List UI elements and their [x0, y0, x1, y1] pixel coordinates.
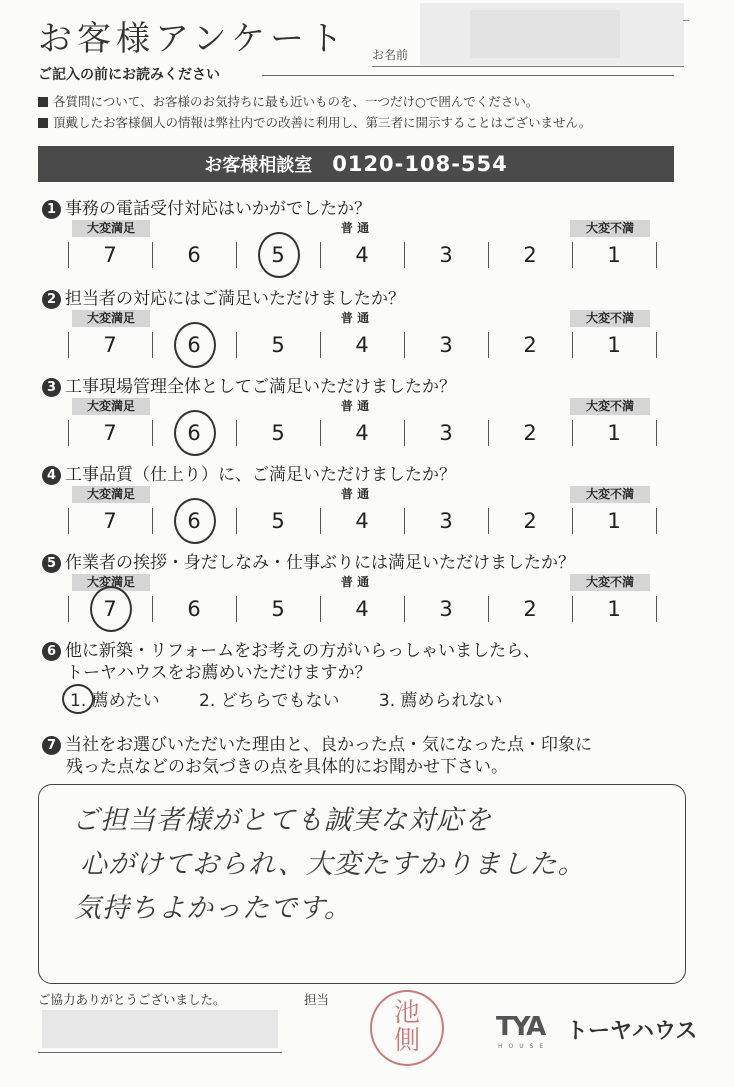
scale-divider	[236, 508, 237, 534]
note-2-text: 頂戴したお客様個人の情報は弊社内での改善に利用し、第三者に開示することはございません。	[53, 115, 592, 130]
name-underline	[372, 66, 684, 67]
scale-divider	[236, 596, 237, 622]
scale-value-5[interactable]: 5	[271, 597, 285, 621]
square-bullet-icon	[38, 118, 48, 128]
scale-value-6[interactable]: 6	[187, 333, 201, 357]
question-1-scale	[68, 240, 658, 270]
staff-seal-stamp	[370, 990, 444, 1066]
scale-label-very-satisfied: 大変満足	[72, 310, 150, 327]
scale-divider	[152, 420, 153, 446]
scale-divider	[320, 420, 321, 446]
scale-label-very-satisfied: 大変満足	[72, 398, 150, 415]
question-3-text: 工事現場管理全体としてご満足いただけましたか？	[65, 377, 456, 397]
scale-value-3[interactable]: 3	[439, 421, 453, 445]
scale-value-6[interactable]: 6	[187, 421, 201, 445]
scale-value-2[interactable]: 2	[523, 509, 537, 533]
q7-line1: 当社をお選びいただいた理由と、良かった点・気になった点・印象に	[65, 735, 592, 755]
scale-divider	[572, 420, 573, 446]
scale-divider	[656, 596, 657, 622]
q6-line2: トーヤハウスをお薦めいただけますか？	[66, 663, 372, 683]
scale-divider	[152, 508, 153, 534]
scale-value-1[interactable]: 1	[607, 243, 621, 267]
scale-label-very-dissatisfied: 大変不満	[570, 220, 650, 237]
question-2-scale	[68, 330, 658, 360]
scale-value-1[interactable]: 1	[607, 421, 621, 445]
scale-divider	[236, 332, 237, 358]
note-1-text: 各質問について、お客様のお気持ちに最も近いものを、一つだけ○で囲んでください。	[53, 94, 539, 109]
scale-divider	[320, 242, 321, 268]
question-5-number-badge: 5	[42, 554, 61, 573]
name-redaction-inner	[470, 10, 620, 58]
q7-line2: 残った点などのお気づきの点を具体的にお聞かせ下さい。	[66, 757, 508, 777]
scale-divider	[152, 596, 153, 622]
question-3-selected-circle	[174, 410, 216, 456]
scale-value-5[interactable]: 5	[271, 333, 285, 357]
scale-divider	[152, 242, 153, 268]
scale-divider	[656, 242, 657, 268]
scale-divider	[320, 596, 321, 622]
scale-divider	[152, 332, 153, 358]
question-3-title	[42, 372, 456, 397]
question-5-text: 作業者の挨拶・身だしなみ・仕事ぶりには満足いただけましたか？	[65, 553, 575, 573]
scale-value-4[interactable]: 4	[355, 243, 369, 267]
scale-divider	[320, 508, 321, 534]
scale-divider	[656, 332, 657, 358]
scale-label-neutral: 普 通	[340, 221, 370, 235]
scale-divider	[404, 420, 405, 446]
q7-number-badge: 7	[42, 736, 61, 755]
name-label: お名前	[372, 48, 409, 62]
scale-divider	[572, 596, 573, 622]
scale-label-neutral: 普 通	[340, 487, 370, 501]
consultation-banner	[38, 146, 674, 182]
scale-divider	[572, 242, 573, 268]
scale-value-6[interactable]: 6	[187, 597, 201, 621]
footer-underline	[38, 1052, 282, 1053]
survey-title: お客様アンケート	[38, 19, 348, 59]
scale-divider	[488, 420, 489, 446]
scale-divider	[404, 242, 405, 268]
scale-value-4[interactable]: 4	[355, 333, 369, 357]
scale-value-1[interactable]: 1	[607, 333, 621, 357]
scale-value-7[interactable]: 7	[103, 243, 117, 267]
customer-redaction	[42, 1010, 278, 1048]
question-5-scale	[68, 594, 658, 624]
staff-label: 担当	[304, 992, 330, 1007]
scale-value-7[interactable]: 7	[103, 597, 117, 621]
scale-divider	[68, 508, 69, 534]
read-first-heading: ご記入の前にお読みください	[38, 67, 220, 83]
question-3-scale	[68, 418, 658, 448]
question-4-number-badge: 4	[42, 466, 61, 485]
question-3-number-badge: 3	[42, 378, 61, 397]
scale-value-3[interactable]: 3	[439, 333, 453, 357]
seal-glyph: 池	[393, 998, 420, 1028]
q6-option-3[interactable]: 3. 薦められない	[378, 691, 503, 711]
scale-value-1[interactable]: 1	[607, 509, 621, 533]
scale-divider	[656, 420, 657, 446]
scale-divider	[68, 242, 69, 268]
question-2-text: 担当者の対応にはご満足いただけましたか？	[65, 289, 405, 309]
question-2-title	[42, 284, 405, 309]
question-4-text: 工事品質（仕上り）に、ご満足いただけましたか？	[65, 465, 456, 485]
q6-option-1[interactable]: 1. 薦めたい	[70, 691, 160, 711]
scale-divider	[404, 332, 405, 358]
square-bullet-icon	[38, 97, 48, 107]
scale-label-very-dissatisfied: 大変不満	[570, 310, 650, 327]
comment-line-3: 気持ちよかったです。	[74, 893, 352, 924]
scale-divider	[236, 420, 237, 446]
scale-value-5[interactable]: 5	[271, 243, 285, 267]
scale-label-neutral: 普 通	[340, 311, 370, 325]
corner-tick	[683, 20, 689, 21]
scale-divider	[488, 332, 489, 358]
q6-option-2[interactable]: 2. どちらでもない	[199, 691, 340, 711]
company-logo-mark: TYA	[496, 1012, 545, 1042]
scale-value-6[interactable]: 6	[187, 509, 201, 533]
scale-value-6[interactable]: 6	[187, 243, 201, 267]
question-1-number-badge: 1	[42, 200, 61, 219]
scale-value-5[interactable]: 5	[271, 509, 285, 533]
company-name: トーヤハウス	[566, 1019, 698, 1044]
scale-value-1[interactable]: 1	[607, 597, 621, 621]
scale-label-very-satisfied: 大変満足	[72, 220, 150, 237]
scale-divider	[656, 508, 657, 534]
comment-line-1: ご担当者様がとても誠実な対応を	[72, 805, 492, 836]
scale-divider	[404, 508, 405, 534]
question-1-text: 事務の電話受付対応はいかがでしたか？	[65, 199, 371, 219]
scale-divider	[488, 508, 489, 534]
scale-label-very-dissatisfied: 大変不満	[570, 398, 650, 415]
scale-label-very-dissatisfied: 大変不満	[570, 574, 650, 591]
scale-value-5[interactable]: 5	[271, 421, 285, 445]
scale-value-2[interactable]: 2	[523, 333, 537, 357]
seal-glyphs	[372, 999, 442, 1055]
scale-value-7[interactable]: 7	[103, 509, 117, 533]
scale-label-very-satisfied: 大変満足	[72, 486, 150, 503]
scale-value-3[interactable]: 3	[439, 597, 453, 621]
question-2-selected-circle	[174, 322, 216, 368]
scale-divider	[68, 420, 69, 446]
banner-phone: 0120-108-554	[332, 152, 508, 176]
question-4-title	[42, 460, 456, 485]
seal-glyph: 側	[393, 1026, 420, 1056]
question-2-number-badge: 2	[42, 290, 61, 309]
scale-label-neutral: 普 通	[340, 399, 370, 413]
thanks-text: ご協力ありがとうございました。	[38, 992, 226, 1007]
scale-value-2[interactable]: 2	[523, 243, 537, 267]
scale-value-7[interactable]: 7	[103, 333, 117, 357]
scale-value-4[interactable]: 4	[355, 597, 369, 621]
note-2	[38, 113, 591, 131]
read-first-rule	[262, 75, 674, 76]
question-5-title	[42, 548, 575, 573]
scale-label-very-satisfied: 大変満足	[72, 574, 150, 591]
scale-divider	[488, 242, 489, 268]
scale-divider	[236, 242, 237, 268]
scale-divider	[572, 508, 573, 534]
question-1-title	[42, 194, 371, 219]
scale-value-2[interactable]: 2	[523, 597, 537, 621]
scale-divider	[68, 596, 69, 622]
scale-value-3[interactable]: 3	[439, 243, 453, 267]
banner-label: お客様相談室	[204, 155, 313, 176]
scale-value-4[interactable]: 4	[355, 509, 369, 533]
question-1-selected-circle	[258, 232, 300, 278]
scale-value-4[interactable]: 4	[355, 421, 369, 445]
scale-label-very-dissatisfied: 大変不満	[570, 486, 650, 503]
q6-number-badge: 6	[42, 642, 61, 661]
scale-value-3[interactable]: 3	[439, 509, 453, 533]
question-5-selected-circle	[90, 586, 132, 632]
scale-divider	[572, 332, 573, 358]
question-4-scale	[68, 506, 658, 536]
company-logo-sub: HOUSE	[498, 1043, 550, 1050]
scale-value-7[interactable]: 7	[103, 421, 117, 445]
q6-line1: 他に新築・リフォームをお考えの方がいらっしゃいましたら、	[65, 641, 541, 661]
scale-divider	[320, 332, 321, 358]
q6-options	[70, 686, 537, 711]
scale-divider	[68, 332, 69, 358]
question-4-selected-circle	[174, 498, 216, 544]
note-1	[38, 92, 538, 110]
scale-label-neutral: 普 通	[340, 575, 370, 589]
scale-divider	[488, 596, 489, 622]
scale-divider	[404, 596, 405, 622]
comment-line-2: 心がけておられ、大変たすかりました。	[80, 849, 586, 880]
scale-value-2[interactable]: 2	[523, 421, 537, 445]
q6-selected-circle	[62, 684, 94, 714]
